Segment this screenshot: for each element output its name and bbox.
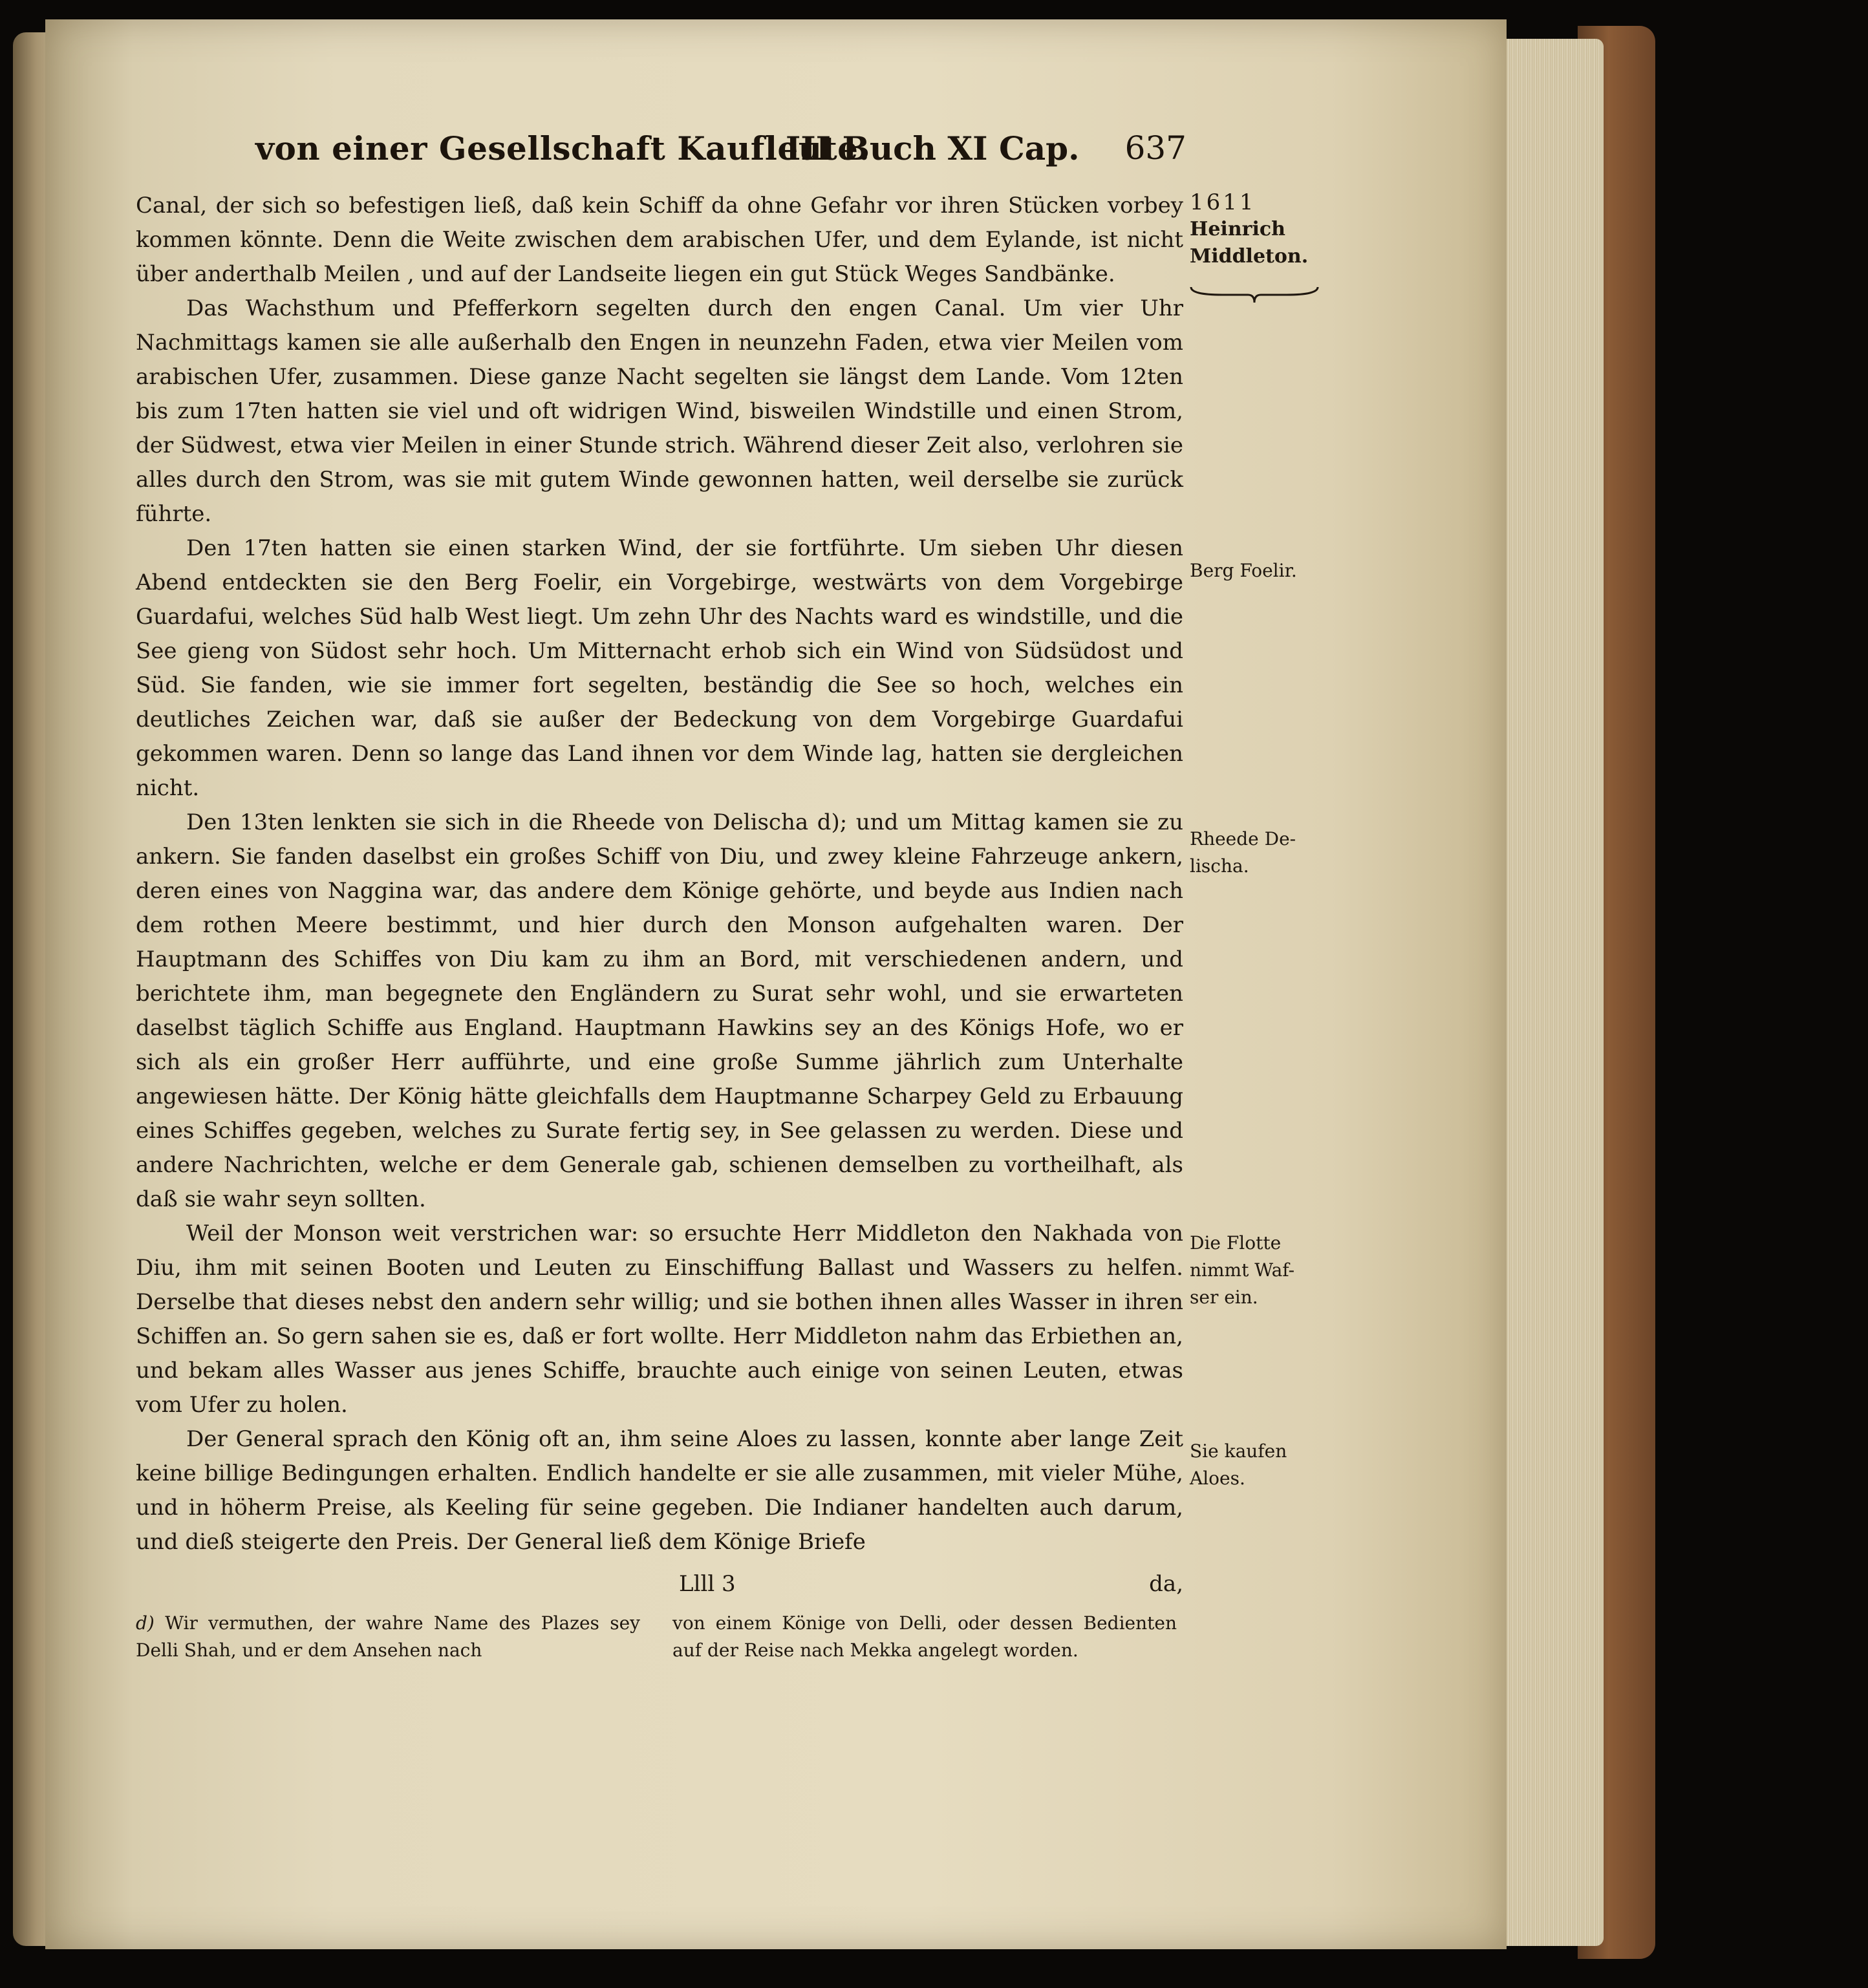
margin-note-line: Sie kaufen: [1190, 1440, 1287, 1462]
page-number: 637: [1124, 129, 1186, 167]
margin-note-line: Rheede De-: [1190, 828, 1296, 850]
catchword: da,: [1149, 1571, 1183, 1597]
signature-line: [136, 1571, 1183, 1603]
signature-mark: Llll 3: [679, 1571, 736, 1597]
main-text: [136, 189, 1183, 1559]
margin-note-year-person: [1190, 189, 1326, 270]
footnote-left-text: Wir vermuthen, der wahre Name des Plazes sey Delli Shah, und er dem Ansehen nach: [136, 1612, 640, 1661]
margin-person-first: Heinrich: [1190, 218, 1285, 240]
margin-note-aloes: [1190, 1438, 1326, 1492]
paragraph: Den 13ten lenkten sie sich in die Rheede von Delischa d); und um Mittag kamen sie zu ankern. Sie fanden daselbst ein großes Schiff von Diu, und zwey kleine Fahrzeuge ankern, deren eines von Naggina war, das andere dem Könige gehörte, und beyde aus Indien nach dem rothen Meere bestimmt, und hier durch den Monson aufgehalten waren. Der Hauptmann des Schiffes von Diu kam zu ihm an Bord, mit verschiedenen andern, und berichtete ihm, man begegnete den Engländern zu Surat sehr wohl, und sie erwarteten daselbst täglich Schiffe aus England. Hauptmann Hawkins sey an des Königs Hofe, wo er sich als ein großer Herr aufführte, und eine große Summe jährlich zum Unterhalte angewiesen hätte. Der König hätte gleichfalls dem Hauptmanne Scharpey Geld zu Erbauung eines Schiffes gegeben, welches zu Surate fertig sey, in See gelassen zu werden. Diese und andere Nachrichten, welche er dem Generale gab, schienen demselben zu vortheilhaft, als daß sie wahr seyn sollten.: [136, 809, 1183, 1212]
running-head: [255, 129, 1186, 181]
running-head-title: von einer Gesellschaft Kaufleute.: [255, 129, 870, 167]
paragraph: Den 17ten hatten sie einen starken Wind, der sie fortführte. Um sieben Uhr diesen Abend entdeckten sie den Berg Foelir, ein Vorgebirge, westwärts von dem Vorgebirge Guardafui, welches Süd halb West liegt. Um zehn Uhr des Nachts ward es windstille, und die See gieng von Südost sehr hoch. Um Mitternacht erhob sich ein Wind von Südsüdost und Süd. Sie fanden, wie sie immer fort segelten, beständig die See so hoch, welches ein deutliches Zeichen war, daß sie außer der Bedeckung von dem Vorgebirge Guardafui gekommen waren. Denn so lange das Land ihnen vor dem Winde lag, hatten sie dergleichen nicht.: [136, 535, 1183, 801]
margin-note-line: Die Flotte: [1190, 1232, 1282, 1254]
margin-note-line: nimmt Waf-: [1190, 1259, 1295, 1281]
margin-note-delischa: [1190, 826, 1326, 880]
margin-note-line: lischa.: [1190, 855, 1249, 877]
footnote-right-column: [672, 1610, 1177, 1664]
margin-brace-icon: [1190, 284, 1319, 304]
footnote-right-text: von einem Könige von Delli, oder dessen Bedienten auf der Reise nach Mekka angelegt worden.: [672, 1612, 1177, 1661]
margin-person-last: Middleton.: [1190, 245, 1309, 268]
paragraph: Das Wachsthum und Pfefferkorn segelten durch den engen Canal. Um vier Uhr Nachmittags kamen sie alle außerhalb den Engen in neunzehn Faden, etwa vier Meilen vom arabischen Ufer, zusammen. Diese ganze Nacht segelten sie längst dem Lande. Vom 12ten bis zum 17ten hatten sie viel und oft widrigen Wind, bisweilen Windstille und einen Strom, der Südwest, etwa vier Meilen in einer Stunde strich. Während dieser Zeit also, verlohren sie alles durch den Strom, was sie mit gutem Winde gewonnen hatten, weil derselbe sie zurück führte.: [136, 295, 1183, 527]
margin-note-flotte: [1190, 1230, 1326, 1311]
margin-year: 1611: [1190, 189, 1256, 215]
margin-note-foelix-text: Berg Foelir.: [1190, 560, 1297, 581]
margin-note-line: ser ein.: [1190, 1287, 1258, 1308]
paragraph: Weil der Monson weit verstrichen war: so ersuchte Herr Middleton den Nakhada von Diu, ihm mit seinen Booten und Leuten zu Einschiffung Ballast und Wassers zu helfen. Derselbe that dieses nebst den andern sehr willig; und sie bothen ihnen alles Wasser in ihren Schiffen an. So gern sahen sie es, daß er fort wollte. Herr Middleton nahm das Erbiethen an, und bekam alles Wasser aus jenes Schiffe, brauchte auch einige von seinen Leuten, etwas vom Ufer zu holen.: [136, 1221, 1183, 1418]
paragraph: Canal, der sich so befestigen ließ, daß kein Schiff da ohne Gefahr vor ihren Stücken vorbey kommen könnte. Denn die Weite zwischen dem arabischen Ufer, und dem Eylande, ist nicht über anderthalb Meilen , und auf der Landseite liegen ein gut Stück Weges Sandbänke.: [136, 193, 1183, 287]
margin-note-foelix: [1190, 557, 1326, 584]
running-head-section: III Buch XI Cap.: [786, 129, 1080, 167]
margin-note-line: Aloes.: [1190, 1468, 1245, 1489]
paragraph: Der General sprach den König oft an, ihm seine Aloes zu lassen, konnte aber lange Zeit keine billige Bedingungen erhalten. Endlich handelte er sie alle zusammen, mit vieler Mühe, und in höherm Preise, als Keeling für seine gegeben. Die Indianer handelten auch darum, und dieß steigerte den Preis. Der General ließ dem Könige Briefe: [136, 1426, 1183, 1555]
footnote-marker: d): [136, 1612, 155, 1634]
footnote-left-column: [136, 1610, 640, 1664]
